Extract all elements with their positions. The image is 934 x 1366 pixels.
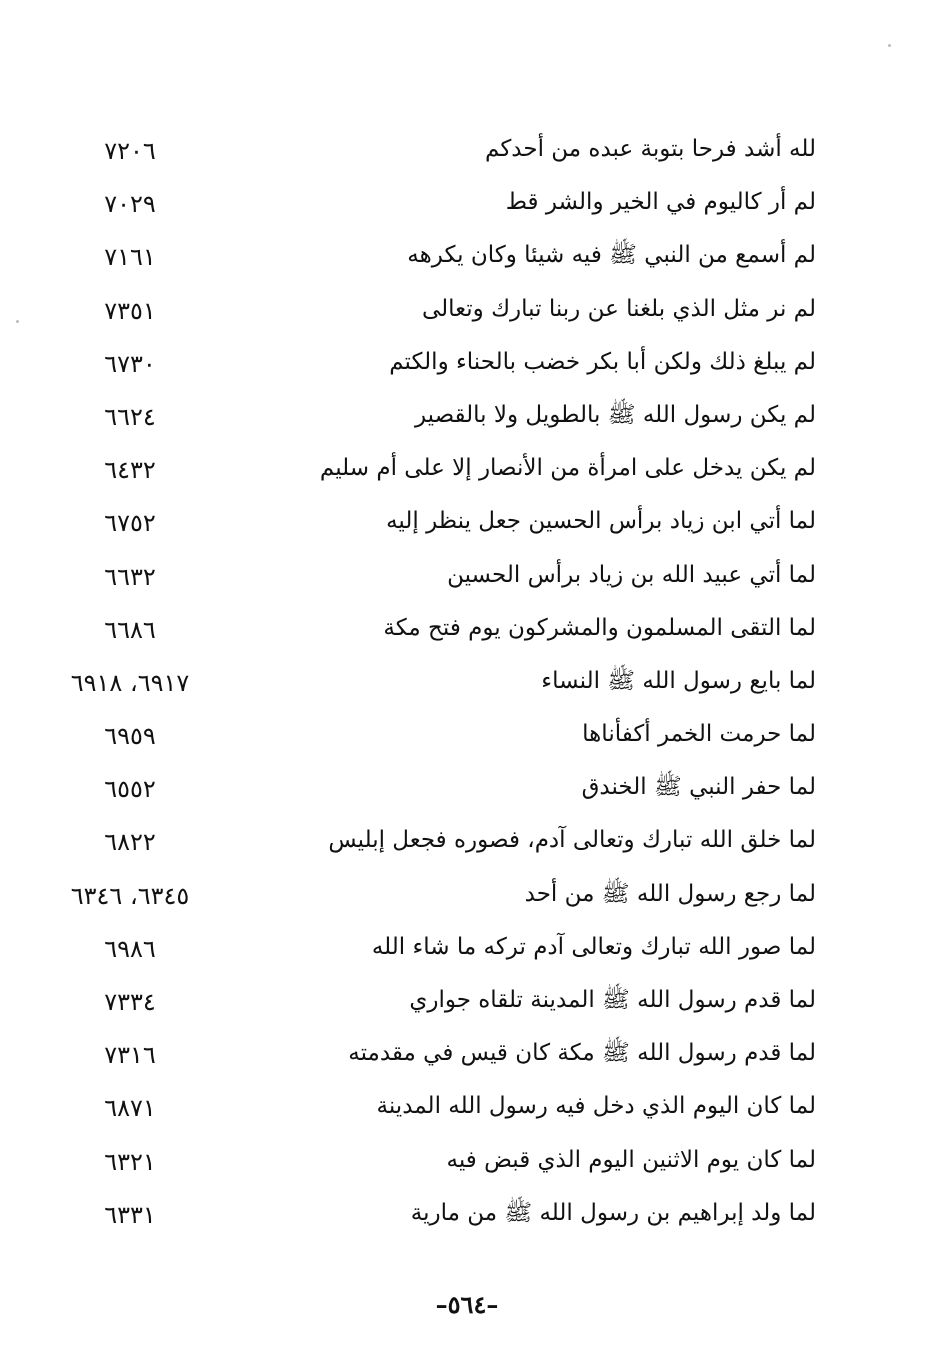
entry-text: لما التقى المسلمون والمشركون يوم فتح مكة (383, 614, 816, 641)
entry-text: لما حرمت الخمر أكفأناها (582, 721, 816, 748)
index-entry (0, 552, 934, 605)
entry-ref: ٧٣٥١ (104, 296, 156, 325)
entry-text: لما قدم رسول الله ﷺ مكة كان قيس في مقدمته (348, 1040, 816, 1067)
entry-text: لما بايع رسول الله ﷺ النساء (541, 667, 816, 694)
index-entry (0, 286, 934, 339)
index-entry (0, 1137, 934, 1190)
entry-text: لما أتي ابن زياد برأس الحسين جعل ينظر إليه (386, 508, 816, 535)
entry-ref: ٧٣١٦ (104, 1041, 156, 1070)
index-entry (0, 179, 934, 232)
index-entry (0, 445, 934, 498)
index-entry (0, 711, 934, 764)
entry-text: لما قدم رسول الله ﷺ المدينة تلقاه جواري (409, 987, 816, 1013)
entry-text: لم نر مثل الذي بلغنا عن ربنا تبارك وتعالى (422, 295, 816, 322)
scan-speck (888, 44, 891, 47)
entry-text: لما أتي عبيد الله بن زياد برأس الحسين (447, 561, 816, 588)
index-entry (0, 1190, 934, 1243)
index-entry (0, 392, 934, 445)
index-entry (0, 232, 934, 285)
entry-ref: ٦٩٨٦ (104, 934, 156, 963)
index-entry (0, 339, 934, 392)
entry-ref: ٦٨٧١ (104, 1094, 156, 1123)
entry-text: لم أر كاليوم في الخير والشر قط (505, 189, 816, 216)
index-entry (0, 605, 934, 658)
entry-text: لما حفر النبي ﷺ الخندق (581, 774, 816, 801)
entry-text: لم يكن رسول الله ﷺ بالطويل ولا بالقصير (414, 401, 816, 428)
entry-text: لما كان يوم الاثنين اليوم الذي قبض فيه (446, 1146, 816, 1173)
entry-ref: ٦٩٥٩ (104, 722, 156, 751)
entry-text: لما صور الله تبارك وتعالى آدم تركه ما شاء الله (371, 933, 816, 960)
entry-text: لما ولد إبراهيم بن رسول الله ﷺ من مارية (410, 1199, 816, 1226)
entry-text: لله أشد فرحا بتوبة عبده من أحدكم (485, 136, 816, 162)
page-number: –٥٦٤– (435, 1290, 499, 1319)
entry-text: لم يبلغ ذلك ولكن أبا بكر خضب بالحناء والكتم (389, 348, 816, 375)
scan-speck (16, 320, 19, 323)
index-entry (0, 658, 934, 711)
entry-ref: ٧٢٠٦ (104, 137, 156, 165)
entry-ref: ٧٣٣٤ (104, 988, 156, 1016)
index-entry (0, 126, 934, 179)
entry-ref: ٦٣٣١ (104, 1200, 156, 1229)
index-entry (0, 871, 934, 924)
entry-ref: ٦٦٣٢ (104, 562, 156, 591)
entry-ref: ٦٨٢٢ (104, 828, 156, 857)
entry-ref: ٦٦٨٦ (104, 615, 156, 644)
hadith-index-list (0, 126, 934, 1243)
index-entry (0, 764, 934, 817)
entry-ref: ٦٥٥٢ (104, 775, 156, 804)
entry-ref: ٦٣٢١ (104, 1147, 156, 1176)
entry-ref: ٦٧٣٠ (104, 349, 156, 378)
index-entry (0, 498, 934, 551)
entry-text: لما كان اليوم الذي دخل فيه رسول الله المدينة (376, 1093, 816, 1120)
entry-ref: ٧٠٢٩ (104, 190, 156, 219)
entry-ref: ٦٦٢٤ (104, 402, 156, 431)
entry-text: لم أسمع من النبي ﷺ فيه شيئا وكان يكرهه (407, 242, 816, 269)
index-entry (0, 1083, 934, 1136)
entry-text: لم يكن يدخل على امرأة من الأنصار إلا على أم سليم (319, 455, 816, 482)
entry-text: لما رجع رسول الله ﷺ من أحد (524, 880, 816, 907)
entry-ref: ٦٩١٧، ٦٩١٨ (70, 668, 190, 697)
entry-ref: ٦٤٣٢ (104, 456, 156, 485)
entry-text: لما خلق الله تبارك وتعالى آدم، فصوره فجعل إبليس (328, 827, 816, 854)
index-entry (0, 924, 934, 977)
entry-ref: ٧١٦١ (104, 243, 156, 272)
index-entry (0, 977, 934, 1030)
index-entry (0, 817, 934, 870)
entry-ref: ٦٧٥٢ (104, 509, 156, 538)
entry-ref: ٦٣٤٥، ٦٣٤٦ (70, 881, 190, 910)
index-entry (0, 1030, 934, 1083)
